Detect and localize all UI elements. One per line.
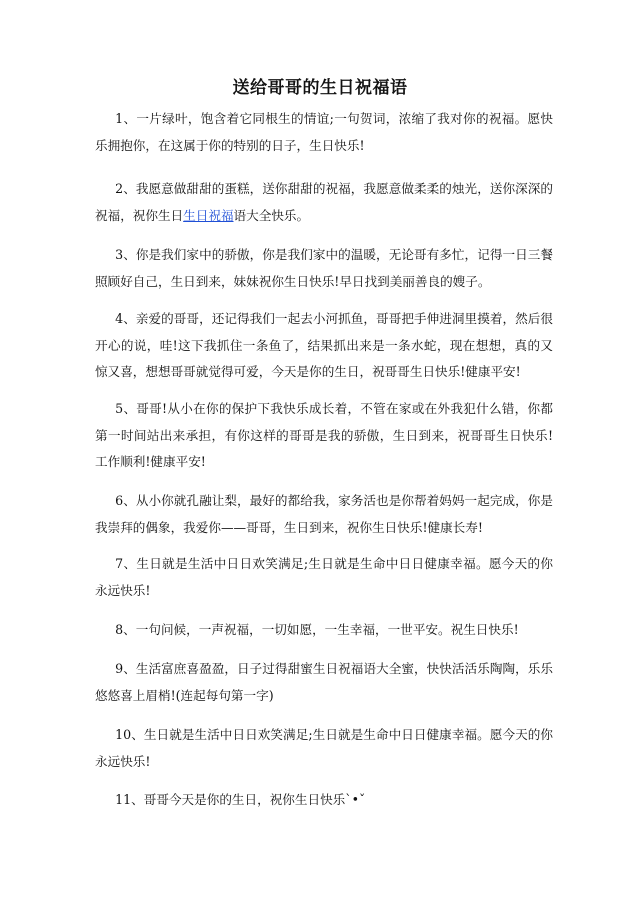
birthday-wishes-link[interactable]: 生日祝福 (183, 207, 234, 223)
document-title: 送给哥哥的生日祝福语 (232, 78, 408, 98)
paragraph-11: 11、哥哥今天是你的生日，祝你生日快乐`•ˇ (115, 792, 366, 807)
paragraph-1: 1、一片绿叶，饱含着它同根生的情谊;一句贺词，浓缩了我对你的祝福。愿快乐拥抱你，在这属于你的特别的日子，生日快乐! (95, 111, 553, 153)
paragraph-10: 10、生日就是生活中日日欢笑满足;生日就是生命中日日健康幸福。愿今天的你永远快乐! (95, 727, 553, 769)
paragraph-7: 7、生日就是生活中日日欢笑满足;生日就是生命中日日健康幸福。愿今天的你永远快乐! (95, 556, 553, 598)
paragraph-6: 6、从小你就孔融让梨，最好的都给我，家务活也是你帮着妈妈一起完成，你是我崇拜的偶象，我爱你——哥哥，生日到来，祝你生日快乐!健康长寿! (95, 493, 553, 535)
paragraph-3: 3、你是我们家中的骄傲，你是我们家中的温暖，无论哥有多忙，记得一日三餐照顾好自己，生日到来，妹妹祝你生日快乐!早日找到美丽善良的嫂子。 (95, 247, 553, 289)
paragraph-2-tail: 语大全快乐。 (233, 207, 310, 223)
paragraph-8: 8、一句问候，一声祝福，一切如愿，一生幸福，一世平安。祝生日快乐! (115, 622, 519, 637)
paragraph-4: 4、亲爱的哥哥，还记得我们一起去小河抓鱼，哥哥把手伸进洞里摸着，然后很开心的说，哇!这下我抓住一条鱼了，结果抓出来是一条水蛇，现在想想，真的又惊又喜，想想哥哥就觉得可爱，今天是你的生日，祝哥哥生日快乐!健康平安! (95, 311, 553, 379)
paragraph-5: 5、哥哥!从小在你的保护下我快乐成长着，不管在家或在外我犯什么错，你都第一时间站出来承担，有你这样的哥哥是我的骄傲，生日到来，祝哥哥生日快乐!工作顺利!健康平安! (95, 401, 553, 469)
paragraph-2-text: 2、我愿意做甜甜的蛋糕，送你甜甜的祝福，我愿意做柔柔的烛光，送你深深的祝福，祝你生日 (95, 181, 553, 223)
paragraph-2 (95, 176, 553, 229)
paragraph-9: 9、生活富庶喜盈盈，日子过得甜蜜生日祝福语大全蜜，快快活活乐陶陶，乐乐悠悠喜上眉梢!(连起每句第一字) (95, 661, 553, 703)
